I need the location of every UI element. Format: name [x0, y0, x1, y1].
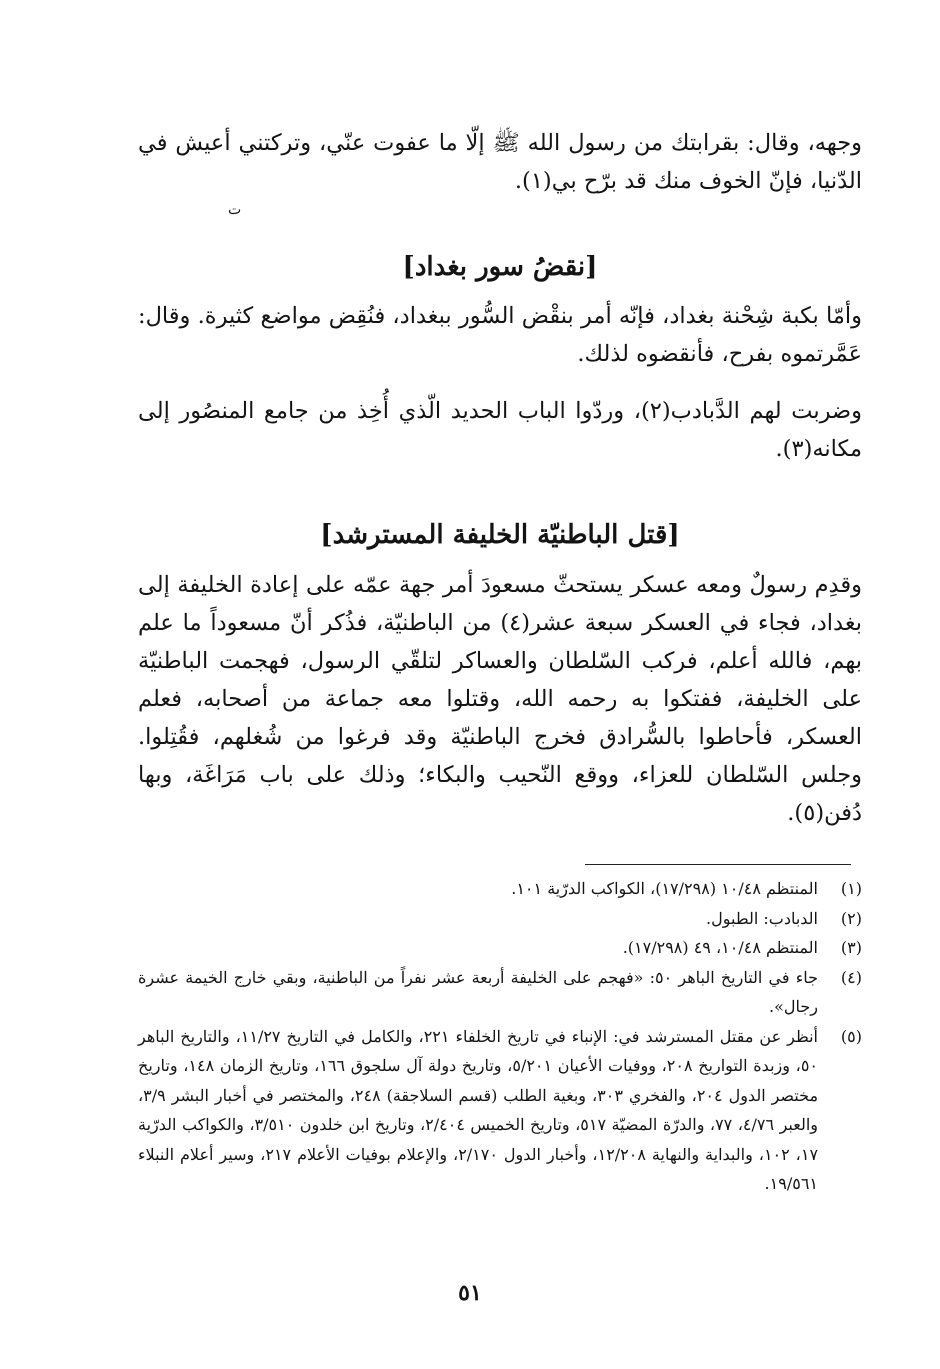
body-paragraph-3: وضربت لهم الدَّبادب(٢)، وردّوا الباب الحديد الّذي أُخِذ من جامع المنصُور إلى مكانه(٣). — [138, 398, 862, 462]
footnote-text: جاء في التاريخ الباهر ٥٠: «فهجم على الخليفة أربعة عشر نفراً من الباطنية، وبقي خارج الخيمة عشرة رجال». — [138, 967, 818, 1016]
page-number: ٥١ — [458, 1280, 482, 1306]
footnote-text: أنظر عن مقتل المسترشد في: الإنباء في تاريخ الخلفاء ٢٢١، والكامل في التاريخ ١١/٢٧، والتاريخ الباهر ٥٠، وزبدة التواريخ ٢٠٨، ووفيات الأعيان ٥/٢٠١، وتاريخ دولة آل سلجوق ١٦٦، وتاريخ الزمان ١٤٨، وتاريخ مختصر الدول ٢٠٤، والفخري ٣٠٣، وبغية الطلب (قسم السلاجقة) ٢٤٨، والمختصر في أخبار البشر ٣/٩، والعبر ٤/٧٦، ٧٧، والدرّة المضيّة ٥١٧، وتاريخ الخميس ٢/٤٠٤، وتاريخ ابن خلدون ٣/٥١٠، والكواكب الدرّية ١٧، ١٠٢، والبداية والنهاية ١٢/٢٠٨، وأخبار الدول ٢/١٧٠، والإعلام بوفيات الأعلام ٢١٧، وسير أعلام النبلاء ١٩/٥٦١. — [138, 1026, 819, 1193]
stray-mark: ت — [228, 202, 242, 218]
footnote-4 — [138, 963, 862, 1022]
footnote-separator — [585, 864, 851, 865]
footnote-5 — [138, 1022, 862, 1199]
body-paragraph-1: وجهه، وقال: بقرابتك من رسول الله ﷺ إلّا ما عفوت عنّي، وتركتني أعيش في الدّنيا، فإنّ الخوف منك قد برّح بي(١). — [138, 130, 862, 194]
footnote-number: (٣) — [840, 938, 862, 957]
footnote-text: الدبادب: الطبول. — [706, 908, 818, 928]
section-heading-1: [نقضُ سور بغداد] — [402, 252, 598, 282]
footnote-text: المنتظم ١٠/٤٨ (١٧/٢٩٨)، الكواكب الدرّية ١٠١. — [511, 879, 818, 898]
footnote-number: (٢) — [840, 908, 862, 928]
footnote-number: (١) — [840, 879, 862, 898]
footnotes — [138, 874, 862, 1199]
footnote-1 — [138, 874, 862, 904]
footnote-2 — [138, 904, 862, 934]
body-paragraph-2: وأمّا بكبة شِحْنة بغداد، فإنّه أمر بنقْض السُّور ببغداد، فنُقِض مواضع كثيرة. وقال: عَمَّرتموه بفرح، فأنقضوه لذلك. — [138, 303, 862, 367]
footnote-number: (٥) — [840, 1026, 862, 1046]
footnote-3 — [138, 933, 862, 963]
footnote-text: المنتظم ١٠/٤٨، ٤٩ (١٧/٢٩٨). — [622, 938, 818, 957]
footnote-number: (٤) — [840, 967, 862, 987]
body-paragraph-4: وقدِم رسولٌ ومعه عسكر يستحثّ مسعودَ أمر جهة عمّه على إعادة الخليفة إلى بغداد، فجاء في العسكر سبعة عشر(٤) من الباطنيّة، فذُكر أنّ مسعوداً ما علم بهم، فالله أعلم، فركب السّلطان والعساكر لتلقّي الرسول، فهجمت الباطنيّة على الخليفة، ففتكوا به رحمه الله، وقتلوا معه جماعة من أصحابه، فعلم العسكر، فأحاطوا بالسُّرادق فخرج الباطنيّة وقد فرغوا من شُغلهم، فقُتِلوا. وجلس السّلطان للعزاء، ووقع النّحيب والبكاء؛ وذلك على باب مَرَاغَة، وبها دُفن(٥). — [138, 572, 862, 826]
section-heading-2: [قتل الباطنيّة الخليفة المسترشد] — [320, 520, 680, 550]
